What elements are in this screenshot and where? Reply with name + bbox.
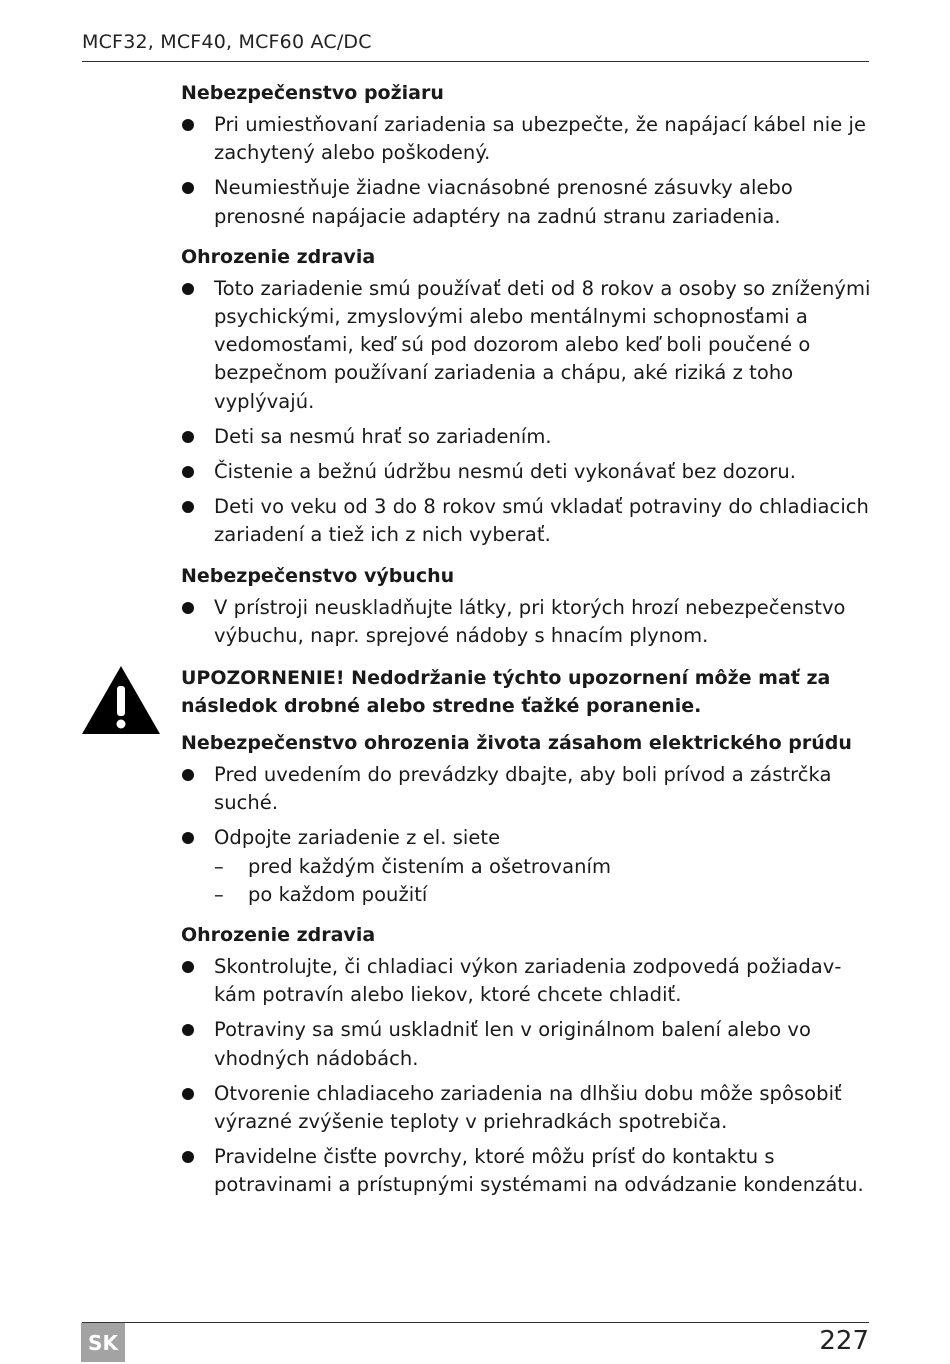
document-header-title: MCF32, MCF40, MCF60 AC/DC <box>82 31 372 53</box>
list-item-text: Odpojte zariadenie z el. siete <box>214 826 501 850</box>
section-heading: Nebezpečenstvo výbuchu <box>181 564 455 587</box>
bullet-list <box>181 111 871 231</box>
list-item: Deti vo veku od 3 do 8 rokov smú vkladať potraviny do chladiacich zariadení a tiež ich z nich vyberať. <box>181 493 871 549</box>
dash-item: – po každom použití <box>214 881 871 909</box>
section-fire-hazard <box>181 78 871 231</box>
page-content <box>181 78 871 1207</box>
section-explosion-hazard <box>181 561 871 650</box>
warning-block <box>181 664 871 1200</box>
list-item: Toto zariadenie smú používať deti od 8 rokov a osoby so zníženými psychickými, zmyslovými alebo mentálnymi schopnosťami a vedomosťami, keď sú pod dozorom alebo keď boli poučené o bezpečnom používaní zariadenia a chápu, aké riziká z toho vyplývajú. <box>181 275 871 416</box>
list-item: Pred uvedením do prevádzky dbajte, aby boli prívod a zástrčka suché. <box>181 761 871 817</box>
dash-list <box>214 853 871 909</box>
list-item: Neumiestňuje žiadne viacnásobné prenosné zásuvky alebo prenosné napájacie adaptéry na zadnú stranu zariadenia. <box>181 174 871 230</box>
language-badge: SK <box>81 1323 125 1362</box>
footer-divider <box>82 1322 869 1323</box>
page-number: 227 <box>819 1326 869 1356</box>
bullet-list <box>181 953 871 1200</box>
list-item: Otvorenie chladiaceho zariadenia na dlhšiu dobu môže spôsobiť výrazné zvýšenie teploty v priehradkách spotrebiča. <box>181 1080 871 1136</box>
bullet-list <box>181 275 871 550</box>
list-item: Pravidelne čisťte povrchy, ktoré môžu prísť do kontaktu s potravinami a prístupnými systémami na odvádzanie kondenzátu. <box>181 1143 871 1199</box>
bullet-list <box>181 761 871 909</box>
list-item: Čistenie a bežnú údržbu nesmú deti vykonávať bez dozoru. <box>181 458 871 486</box>
section-heading-electric: Nebezpečenstvo ohrozenia života zásahom elektrického prúdu <box>181 732 852 755</box>
list-item: Pri umiestňovaní zariadenia sa ubezpečte, že napájací kábel nie je zachytený alebo poškodený. <box>181 111 871 167</box>
warning-triangle-icon <box>80 664 162 736</box>
section-heading: Nebezpečenstvo požiaru <box>181 82 444 104</box>
list-item: Potraviny sa smú uskladniť len v originálnom balení alebo vo vhodných nádobách. <box>181 1016 871 1072</box>
warning-text: UPOZORNENIE! Nedodržanie týchto upozornení môže mať za následok drobné alebo stredne ťažké poranenie. <box>181 667 831 718</box>
list-item-with-subitems <box>181 824 871 909</box>
section-heading: Ohrozenie zdravia <box>181 245 376 268</box>
list-item: Deti sa nesmú hrať so zariadením. <box>181 423 871 451</box>
list-item: V prístroji neuskladňujte látky, pri ktorých hrozí nebezpečenstvo výbuchu, napr. sprejové nádoby s hnacím plynom. <box>181 594 871 650</box>
list-item: Skontrolujte, či chladiaci výkon zariadenia zodpovedá požiadavkám potravín alebo liekov, ktoré chcete chladiť. <box>181 953 871 1009</box>
dash-item: – pred každým čistením a ošetrovaním <box>214 853 871 881</box>
header-divider <box>82 61 869 62</box>
section-heading-health-2: Ohrozenie zdravia <box>181 924 376 947</box>
bullet-list <box>181 594 871 650</box>
section-health-risk <box>181 242 871 550</box>
